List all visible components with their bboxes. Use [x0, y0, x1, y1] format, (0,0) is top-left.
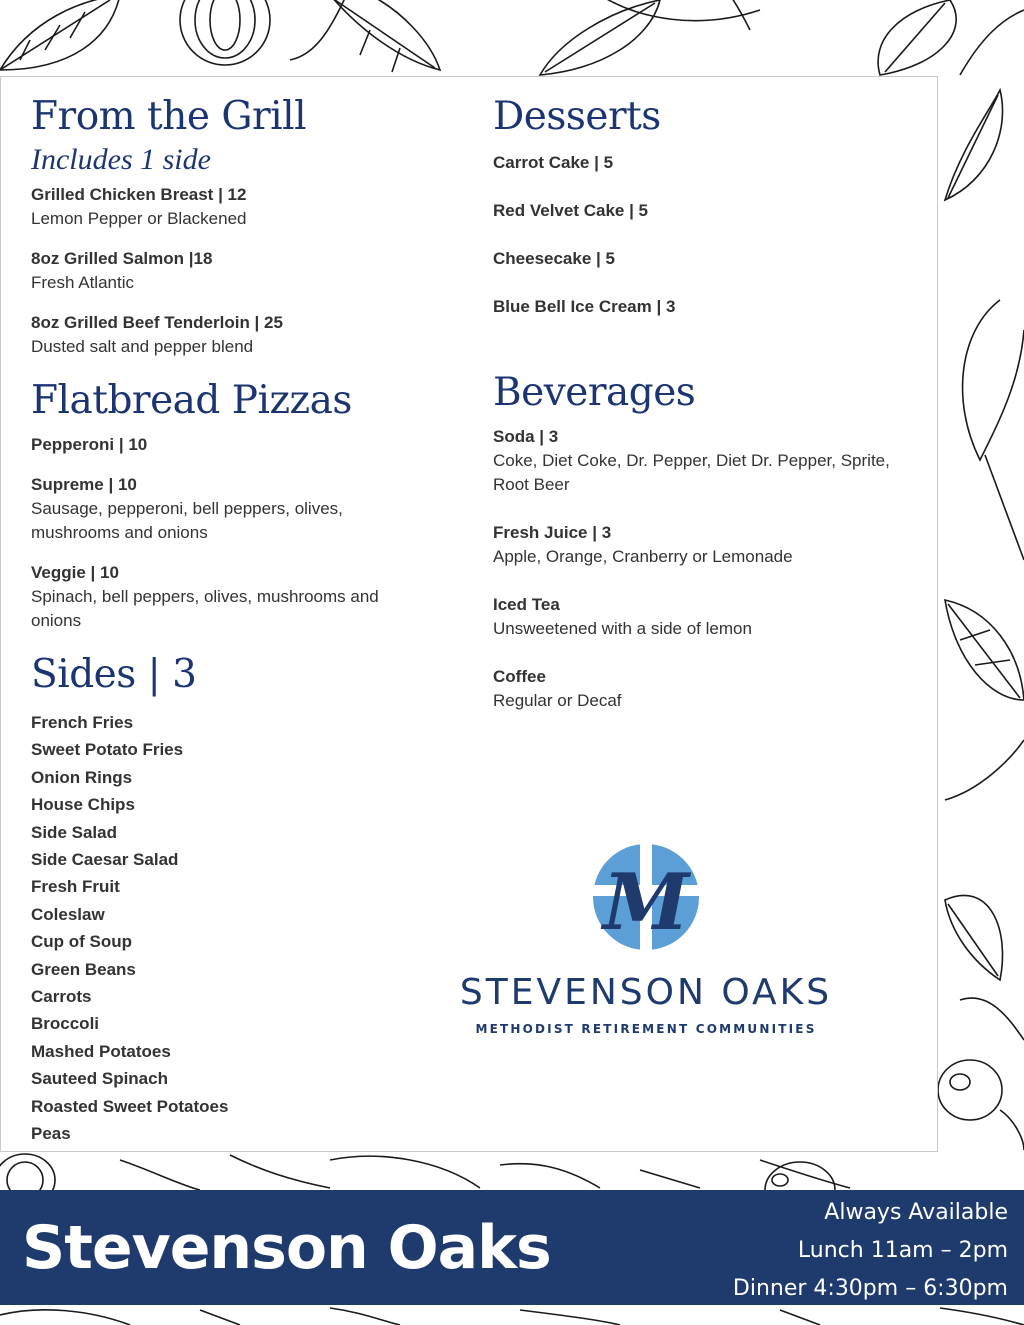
leaf-icon [945, 740, 1024, 1040]
item-name: Pepperoni | 10 [31, 435, 148, 454]
item-desc: Apple, Orange, Cranberry or Lemonade [493, 547, 793, 566]
desserts-section [493, 95, 923, 319]
item-desc: Sausage, pepperoni, bell peppers, olives, [31, 499, 343, 518]
hours-line: Dinner 4:30pm – 6:30pm [732, 1276, 1008, 1301]
item-desc: onions [31, 611, 82, 630]
leaf-icon [540, 0, 760, 75]
hours-line: Lunch 11am – 2pm [797, 1238, 1008, 1263]
leaf-icon [945, 90, 1024, 560]
menu-item [31, 473, 451, 545]
sides-section [31, 653, 451, 1148]
leaf-icon [945, 600, 1024, 700]
list-item: Sweet Potato Fries [31, 740, 184, 760]
menu-item [31, 561, 451, 633]
item-desc: mushrooms and onions [31, 523, 208, 542]
item-name: Fresh Juice | 3 [493, 523, 612, 542]
item-desc: Lemon Pepper or Blackened [31, 209, 247, 228]
mushroom-icon [938, 1060, 1024, 1150]
desserts-heading: Desserts [493, 94, 661, 139]
item-name: Veggie | 10 [31, 563, 119, 582]
list-item: Mashed Potatoes [31, 1041, 171, 1061]
list-item: Onion Rings [31, 767, 133, 787]
list-item: Carrots [31, 987, 92, 1007]
menu-panel [0, 76, 938, 1152]
item-desc: Regular or Decaf [493, 691, 622, 710]
list-item: Peas [31, 1124, 71, 1144]
list-item: Cheesecake | 5 [493, 249, 615, 268]
stevenson-oaks-logo [431, 839, 861, 1049]
leaf-icon [290, 0, 440, 72]
sides-heading: Sides | 3 [31, 652, 197, 697]
grill-subheading: Includes 1 side [31, 143, 211, 176]
menu-item [31, 311, 451, 359]
sides-list [31, 709, 451, 1148]
item-desc: Root Beer [493, 475, 570, 494]
hours-line: Always Available [824, 1200, 1008, 1225]
list-item: Fresh Fruit [31, 877, 120, 897]
menu-item [31, 433, 451, 457]
footer-bar [0, 1190, 1024, 1305]
list-item: Side Caesar Salad [31, 850, 179, 870]
desserts-list [493, 151, 923, 319]
list-item: House Chips [31, 795, 135, 815]
item-name: Soda | 3 [493, 427, 559, 446]
list-item: Blue Bell Ice Cream | 3 [493, 297, 676, 316]
list-item: Red Velvet Cake | 5 [493, 201, 649, 220]
leaf-icon [120, 1155, 850, 1190]
logo-monogram: M [602, 857, 690, 948]
menu-item [493, 425, 923, 497]
list-item: Broccoli [31, 1014, 100, 1034]
menu-item [31, 247, 451, 295]
item-desc: Dusted salt and pepper blend [31, 337, 254, 356]
item-name: Coffee [493, 667, 546, 686]
hours-block [733, 1194, 1008, 1308]
menu-item [31, 183, 451, 231]
item-name: 8oz Grilled Salmon |18 [31, 249, 213, 268]
item-desc: Spinach, bell peppers, olives, mushrooms and [31, 587, 379, 606]
menu-item [493, 665, 923, 713]
item-desc: Coke, Diet Coke, Dr. Pepper, Diet Dr. Pepper, Sprite, [493, 451, 890, 470]
item-name: Iced Tea [493, 595, 560, 614]
list-item: Side Salad [31, 822, 117, 842]
item-desc: Unsweetened with a side of lemon [493, 619, 752, 638]
item-name: 8oz Grilled Beef Tenderloin | 25 [31, 313, 283, 332]
grill-heading: From the Grill [31, 94, 307, 139]
leaf-icon [0, 1308, 1024, 1325]
beverages-heading: Beverages [493, 370, 696, 415]
item-name: Supreme | 10 [31, 475, 137, 494]
onion-icon [180, 0, 270, 65]
pizzas-heading: Flatbread Pizzas [31, 378, 352, 423]
item-desc: Fresh Atlantic [31, 273, 134, 292]
leaf-icon [878, 0, 1024, 75]
grill-section [31, 95, 451, 359]
list-item: Roasted Sweet Potatoes [31, 1096, 229, 1116]
pizzas-section [31, 379, 451, 633]
menu-item [493, 593, 923, 641]
cross-monogram-icon [586, 839, 706, 959]
list-item: Carrot Cake | 5 [493, 153, 614, 172]
list-item: Green Beans [31, 959, 136, 979]
menu-item [493, 521, 923, 569]
beverages-section [493, 371, 923, 713]
item-name: Grilled Chicken Breast | 12 [31, 185, 247, 204]
logo-subtitle: METHODIST RETIREMENT COMMUNITIES [475, 1022, 817, 1036]
logo-name: STEVENSON OAKS [459, 972, 833, 1013]
footer-title: Stevenson Oaks [22, 1213, 551, 1283]
list-item: French Fries [31, 713, 134, 732]
list-item: Coleslaw [31, 904, 105, 924]
leaf-icon [0, 0, 120, 70]
list-item: Sauteed Spinach [31, 1069, 168, 1089]
list-item: Cup of Soup [31, 932, 133, 952]
